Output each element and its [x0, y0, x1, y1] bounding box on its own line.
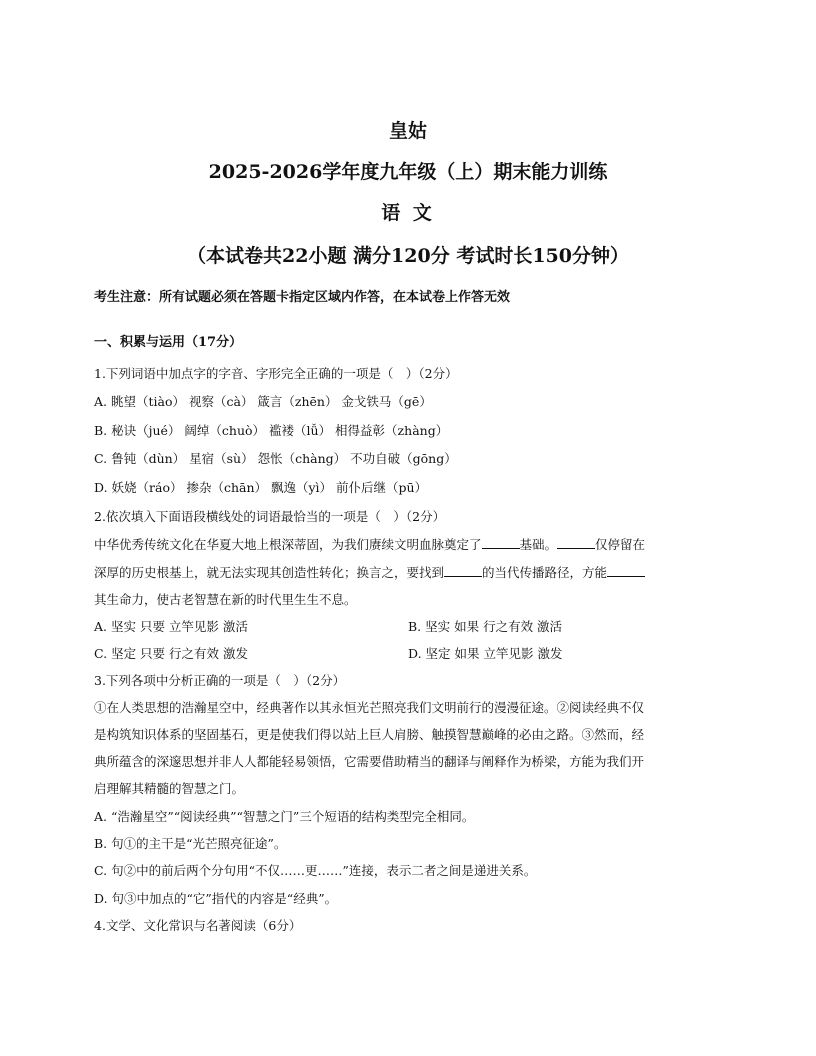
q3-option-a: A. “浩瀚星空”“阅读经典”“智慧之门”三个短语的结构类型完全相同。	[94, 809, 475, 824]
blank-2	[557, 536, 595, 549]
question-4-stem: 4.文学、文化常识与名著阅读（6分）	[94, 918, 302, 933]
q3-option-b: B. 句①的主干是“光芒照亮征途”。	[94, 836, 287, 851]
q1-option-c: C. 鲁钝（dùn） 星宿（sù） 怨怅（chàng） 不功自破（gōng）	[94, 451, 457, 466]
q2-option-a: A. 坚实 只要 立竿见影 激活	[94, 619, 248, 634]
subject-title: 语 文	[381, 202, 435, 224]
blank-1	[482, 536, 520, 549]
q2-passage-line-1: 中华优秀传统文化在华夏大地上根深蒂固，为我们赓续文明血脉奠定了 基础。 仅停留在	[94, 537, 646, 552]
q3-passage-line-2: 是构筑知识体系的坚固基石，更是使我们得以站上巨人肩膀、触摸智慧巅峰的必由之路。③然而，经	[94, 727, 645, 742]
blank-3	[444, 564, 482, 577]
q3-passage-line-3: 典所蕴含的深邃思想并非人人都能轻易领悟，它需要借助精当的翻译与阐释作为桥梁，方能为我们开	[94, 754, 645, 769]
exam-notice: 考生注意：所有试题必须在答题卡指定区域内作答，在本试卷上作答无效	[94, 290, 511, 305]
question-2-stem: 2.依次填入下面语段横线处的词语最恰当的一项是（ ）（2分）	[94, 509, 446, 524]
question-1-stem: 1.下列词语中加点字的字音、字形完全正确的一项是（ ）（2分）	[94, 366, 458, 381]
q3-passage-line-1: ①在人类思想的浩瀚星空中，经典著作以其永恒光芒照亮我们文明前行的漫漫征途。②阅读经典不仅	[94, 700, 645, 715]
blank-4	[607, 564, 645, 577]
q1-option-b: B. 秘诀（jué） 阔绰（chuò） 褴褛（lǚ） 相得益彰（zhàng）	[94, 423, 449, 438]
section-title: 一、积累与运用（17分）	[94, 335, 243, 350]
q2-option-c: C. 坚定 只要 行之有效 激发	[94, 646, 248, 661]
school-name: 皇姑	[388, 120, 427, 142]
q2-passage-line-3: 其生命力，使古老智慧在新的时代里生生不息。	[94, 592, 357, 607]
exam-info: （本试卷共22小题 满分120分 考试时长150分钟）	[187, 245, 629, 267]
q2-option-b: B. 坚实 如果 行之有效 激活	[408, 619, 563, 634]
q2-option-d: D. 坚定 如果 立竿见影 激发	[408, 646, 563, 661]
exam-title: 2025-2026学年度九年级（上）期末能力训练	[208, 161, 608, 183]
question-3-stem: 3.下列各项中分析正确的一项是（ ）（2分）	[94, 673, 346, 688]
q3-option-d: D. 句③中加点的“它”指代的内容是“经典”。	[94, 891, 338, 906]
q1-option-a: A. 眺望（tiào） 视察（cà） 箴言（zhēn） 金戈铁马（gē）	[94, 394, 432, 409]
q2-passage-line-2: 深厚的历史根基上，就无法实现其创造性转化；换言之，要找到 的当代传播路径，方能	[94, 564, 645, 582]
q3-option-c: C. 句②中的前后两个分句用“不仅……更……”连接，表示二者之间是递进关系。	[94, 863, 537, 878]
q3-passage-line-4: 启理解其精髓的智慧之门。	[94, 781, 245, 796]
q1-option-d: D. 妖娆（ráo） 掺杂（chān） 飘逸（yì） 前仆后继（pū）	[94, 480, 428, 495]
